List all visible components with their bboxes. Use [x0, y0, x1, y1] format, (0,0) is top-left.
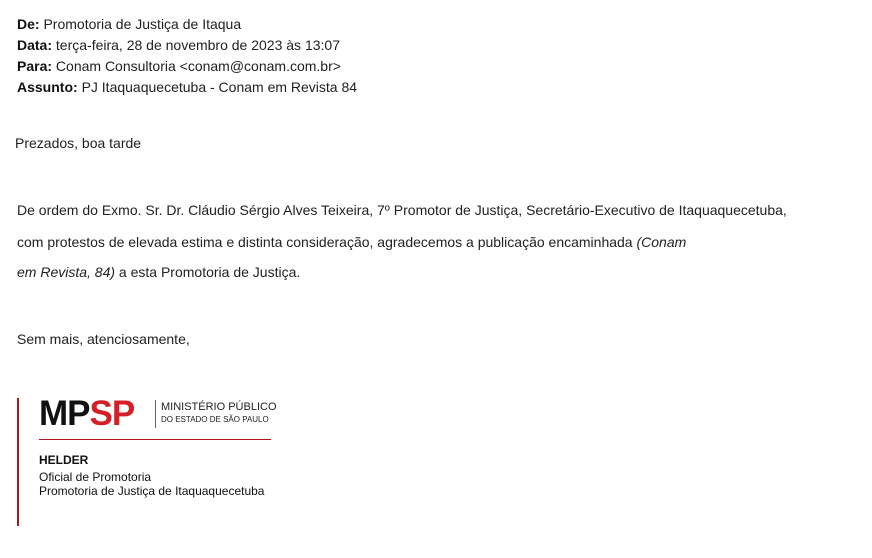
signature-accent-bar: [17, 398, 19, 526]
to-label: Para:: [17, 58, 53, 74]
subject-label: Assunto:: [17, 79, 78, 95]
body-line-2: [17, 232, 686, 252]
subject-value: PJ Itaquaquecetuba - Conam em Revista 84: [81, 79, 358, 95]
body-line-3-italic: em Revista, 84): [17, 264, 116, 280]
signature-divider: [39, 439, 271, 440]
email-header: [17, 14, 357, 98]
date-label: Data:: [17, 37, 53, 53]
logo-ministerio: MINISTÉRIO PÚBLICO: [161, 401, 277, 413]
body-line-2-italic: (Conam: [636, 234, 687, 250]
signature-org: Promotoria de Justiça de Itaquaquecetuba: [39, 484, 265, 498]
mpsp-logo: [39, 394, 277, 433]
logo-divider: [155, 400, 156, 428]
body-line-2-text: com protestos de elevada estima e distinta consideração, agradecemos a publicação encaminhada: [17, 234, 637, 250]
closing: Sem mais, atenciosamente,: [17, 331, 190, 347]
greeting: Prezados, boa tarde: [15, 135, 142, 151]
body-line-3-text: a esta Promotoria de Justiça.: [115, 264, 301, 280]
body-line-1: De ordem do Exmo. Sr. Dr. Cláudio Sérgio Alves Teixeira, 7º Promotor de Justiça, Secretário-Executivo de Itaquaquecetuba,: [17, 202, 787, 218]
body-line-3: [17, 262, 300, 282]
logo-mp: MP: [39, 394, 90, 433]
signature-name: HELDER: [39, 453, 89, 467]
logo-estado: DO ESTADO DE SÃO PAULO: [161, 415, 269, 424]
date-value: terça-feira, 28 de novembro de 2023 às 13:07: [55, 37, 340, 53]
to-row: [17, 56, 357, 77]
from-row: [17, 14, 357, 35]
from-value[interactable]: Promotoria de Justiça de Itaqua: [43, 16, 242, 32]
to-value[interactable]: Conam Consultoria <conam@conam.com.br>: [55, 58, 341, 74]
from-label: De:: [17, 16, 40, 32]
date-row: [17, 35, 357, 56]
logo-sp: SP: [89, 394, 135, 433]
subject-row: [17, 77, 357, 98]
signature-role: Oficial de Promotoria: [39, 470, 152, 484]
